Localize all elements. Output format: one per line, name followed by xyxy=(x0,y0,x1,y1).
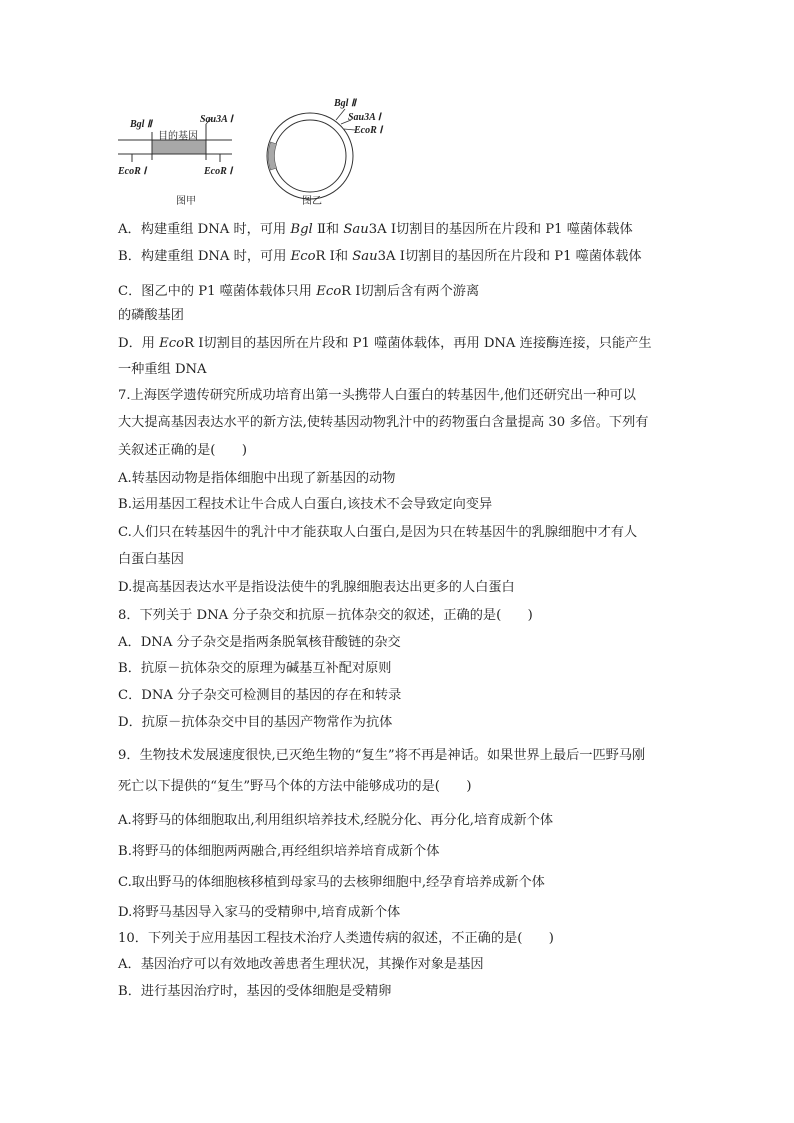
q6-option-a: A．构建重组 DNA 时，可用 Bgl Ⅱ和 Sau3A Ⅰ切割目的基因所在片段和 P1 噬菌体载体 xyxy=(118,222,633,237)
q8-option-b: B．抗原－抗体杂交的原理为碱基互补配对原则 xyxy=(118,661,392,676)
jia-label-sau: Sau3A Ⅰ xyxy=(200,114,233,125)
q10-option-a: A．基因治疗可以有效地改善患者生理状况，其操作对象是基因 xyxy=(118,957,484,972)
q8-option-c: C．DNA 分子杂交可检测目的基因的存在和转录 xyxy=(118,688,402,703)
q6-option-c-cont: 的磷酸基团 xyxy=(118,308,184,323)
jia-label-eco-right: EcoR Ⅰ xyxy=(204,166,233,177)
q9-option-a: A.将野马的体细胞取出,利用组织培养技术,经脱分化、再分化,培育成新个体 xyxy=(118,813,554,828)
jia-label-bgl: Bgl Ⅱ xyxy=(130,119,152,130)
q10-option-b: B．进行基因治疗时，基因的受体细胞是受精卵 xyxy=(118,984,392,999)
fig-yi-plasmid xyxy=(267,109,355,199)
q10-stem: 10．下列关于应用基因工程技术治疗人类遗传病的叙述，不正确的是( ) xyxy=(118,931,554,946)
q7-option-b: B.运用基因工程技术让牛合成人白蛋白,该技术不会导致定向变异 xyxy=(118,497,493,512)
figure-area xyxy=(112,96,392,208)
q6-option-c: C．图乙中的 P1 噬菌体载体只用 EcoR Ⅰ切割后含有两个游离 xyxy=(118,284,480,299)
q7-option-c: C.人们只在转基因牛的乳汁中才能获取人白蛋白,是因为只在转基因牛的乳腺细胞中才有人 xyxy=(118,525,638,540)
q7-option-c-cont: 白蛋白基因 xyxy=(118,552,184,567)
q7-option-d: D.提高基因表达水平是指设法使牛的乳腺细胞表达出更多的人白蛋白 xyxy=(118,580,515,595)
q6-option-b: B．构建重组 DNA 时，可用 EcoR Ⅰ和 Sau3A Ⅰ切割目的基因所在片段和 P1 噬菌体载体 xyxy=(118,249,642,264)
q9-stem-line2: 死亡以下提供的“复生”野马个体的方法中能够成功的是( ) xyxy=(118,779,472,794)
yi-label-bgl: Bgl Ⅱ xyxy=(334,98,356,109)
q9-option-d: D.将野马基因导入家马的受精卵中,培育成新个体 xyxy=(118,905,401,920)
q8-option-d: D．抗原－抗体杂交中目的基因产物常作为抗体 xyxy=(118,715,393,730)
q7-stem-line2: 大大提高基因表达水平的新方法,使转基因动物乳汁中的药物蛋白含量提高 30 多倍。下列有 xyxy=(118,415,649,430)
q6-option-d-cont: 一种重组 DNA xyxy=(118,362,207,377)
yi-label-sau: Sau3A Ⅰ xyxy=(348,112,381,123)
q7-stem-line3: 关叙述正确的是( ) xyxy=(118,443,247,458)
q9-option-b: B.将野马的体细胞两两融合,再经组织培养培育成新个体 xyxy=(118,844,440,859)
q6-option-d: D．用 EcoR Ⅰ切割目的基因所在片段和 P1 噬菌体载体，再用 DNA 连接酶连接，只能产生 xyxy=(118,336,652,351)
q8-option-a: A．DNA 分子杂交是指两条脱氧核苷酸链的杂交 xyxy=(118,635,401,650)
q9-option-c: C.取出野马的体细胞核移植到母家马的去核卵细胞中,经孕育培养成新个体 xyxy=(118,875,545,890)
q8-stem: 8．下列关于 DNA 分子杂交和抗原－抗体杂交的叙述，正确的是( ) xyxy=(118,608,533,623)
q9-stem-line1: 9．生物技术发展速度很快,已灭绝生物的“复生”将不再是神话。如果世界上最后一匹野马刚 xyxy=(118,748,646,763)
yi-caption: 图乙 xyxy=(302,196,322,207)
q7-option-a: A.转基因动物是指体细胞中出现了新基因的动物 xyxy=(118,471,396,486)
yi-label-eco: EcoR Ⅰ xyxy=(354,125,383,136)
jia-label-gene: 目的基因 xyxy=(158,131,198,142)
jia-label-eco-left: EcoR Ⅰ xyxy=(118,166,147,177)
q7-stem-line1: 7.上海医学遗传研究所成功培育出第一头携带人白蛋白的转基因牛,他们还研究出一种可以 xyxy=(118,388,636,403)
jia-caption: 图甲 xyxy=(176,196,196,207)
